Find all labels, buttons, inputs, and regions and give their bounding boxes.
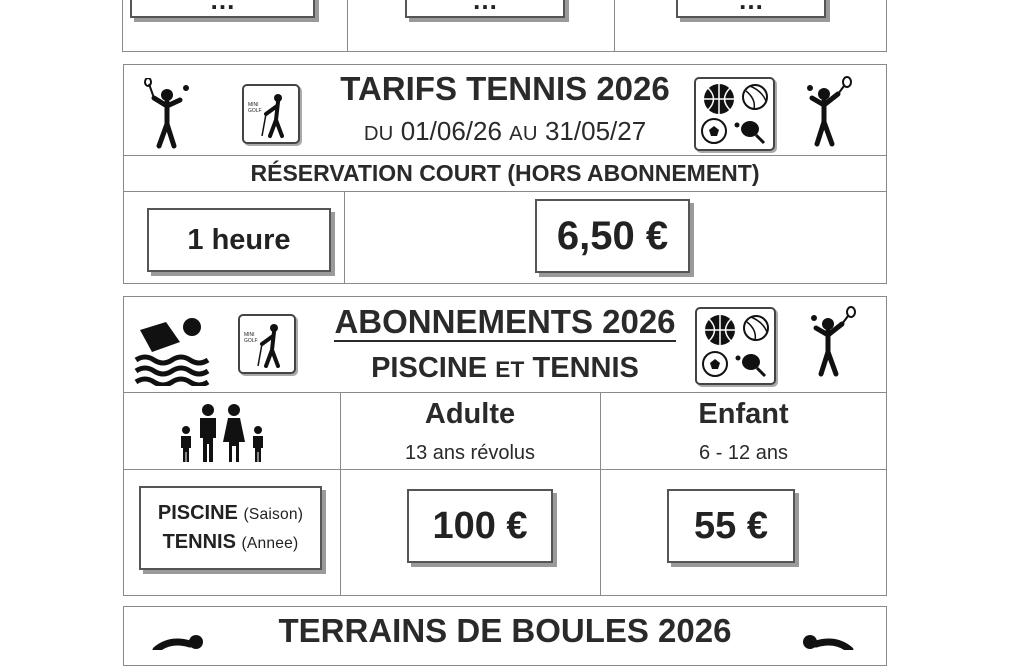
adult-label: Adulte — [424, 398, 516, 430]
top-divider-1 — [347, 0, 348, 52]
adult-age: 13 ans révolus — [404, 442, 536, 464]
svg-text:GOLF: GOLF — [248, 108, 262, 114]
minigolf-icon-2 — [238, 314, 296, 374]
child-price: 55 € — [667, 489, 795, 563]
tennis-subtitle-separator — [123, 191, 887, 192]
tennis-subtitle: RÉSERVATION COURT (HORS ABONNEMENT) — [250, 160, 760, 186]
child-label: Enfant — [698, 398, 789, 430]
subs-header-separator — [123, 392, 887, 393]
adult-price: 100 € — [407, 489, 553, 563]
top-price-mid — [405, 0, 565, 18]
piscine-tennis-label — [139, 486, 322, 570]
subscriptions-subtitle: PISCINE ET TENNIS — [371, 352, 639, 384]
tennis-row-label: TENNIS (Annee) — [162, 531, 299, 553]
piscine-row-label: PISCINE (Saison) — [157, 502, 304, 524]
family-icon — [174, 402, 270, 464]
child-age: 6 - 12 ans — [699, 442, 788, 464]
tennis-header-separator — [123, 155, 887, 156]
subs-age-separator — [123, 469, 887, 470]
sports-balls-icon-2 — [695, 307, 776, 385]
tennis-player-icon — [140, 78, 200, 152]
top-price-left — [130, 0, 315, 18]
tennis-duration-label: 1 heure — [147, 208, 331, 272]
svg-text:MINI: MINI — [244, 332, 255, 338]
top-divider-2 — [614, 0, 615, 52]
boules-player-icon-right — [796, 630, 856, 650]
tennis-period: DU 01/06/26 AU 31/05/27 — [363, 116, 647, 146]
tennis-row-divider — [344, 191, 345, 284]
sports-balls-icon — [694, 77, 775, 151]
svg-text:MINI: MINI — [248, 102, 259, 108]
boules-title: TERRAINS DE BOULES 2026 — [278, 612, 732, 649]
tennis-player-icon-3 — [804, 306, 864, 380]
svg-text:GOLF: GOLF — [244, 338, 258, 344]
swimmer-icon — [132, 312, 214, 386]
minigolf-icon — [242, 84, 300, 144]
subscriptions-title: ABONNEMENTS 2026 — [334, 303, 676, 340]
top-price-right — [676, 0, 826, 18]
tennis-player-icon-right — [800, 76, 860, 150]
tennis-court-price: 6,50 € — [535, 199, 690, 273]
boules-player-icon — [150, 630, 210, 650]
tennis-title: TARIFS TENNIS 2026 — [340, 70, 670, 107]
